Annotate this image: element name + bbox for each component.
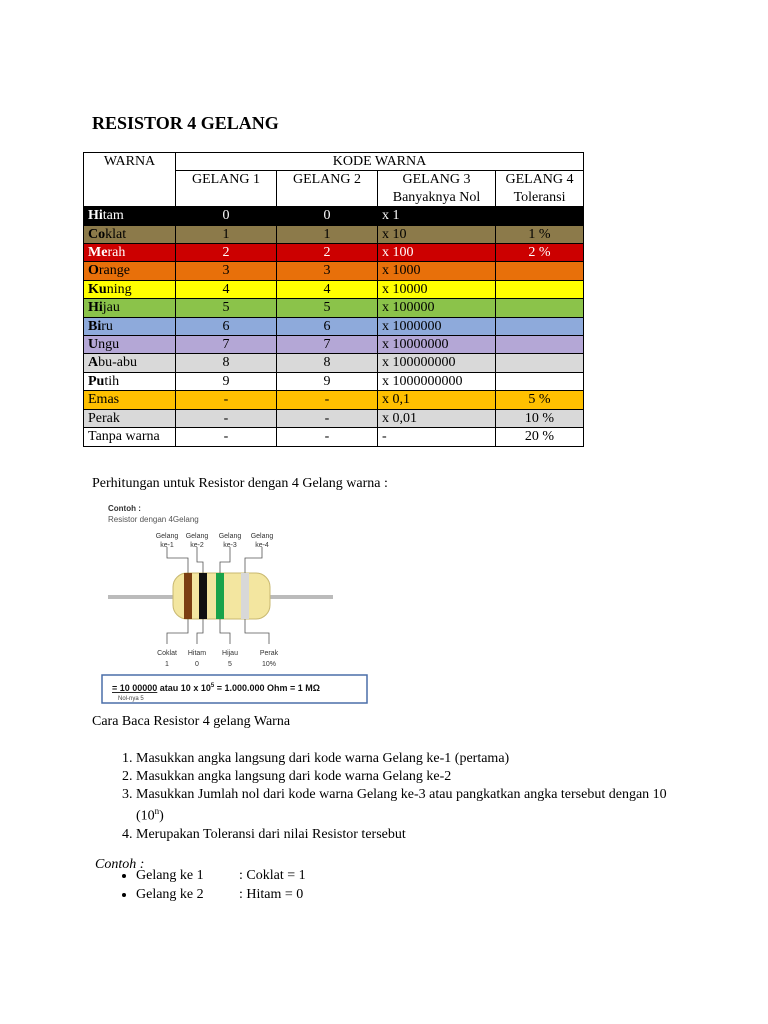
value-cell: x 0,01 bbox=[378, 409, 496, 427]
table-row bbox=[84, 336, 584, 354]
table-row bbox=[84, 372, 584, 390]
value-cell: x 100000000 bbox=[378, 354, 496, 372]
value-cell: 6 bbox=[277, 317, 378, 335]
value-cell bbox=[496, 262, 584, 280]
band-label: Gelang bbox=[218, 533, 242, 540]
value-cell: - bbox=[176, 409, 277, 427]
color-name-cell: Merah bbox=[84, 244, 176, 262]
value-cell: 1 % bbox=[496, 225, 584, 243]
value-cell: - bbox=[277, 409, 378, 427]
value-cell: 2 % bbox=[496, 244, 584, 262]
band-label: ke-4 bbox=[255, 542, 269, 549]
resistor-band bbox=[199, 573, 207, 619]
color-name-cell: Putih bbox=[84, 372, 176, 390]
list-item: • Gelang ke 1 : Coklat = 1 bbox=[136, 866, 306, 885]
list-item: 3. Masukkan Jumlah nol dari kode warna Gelang ke-3 atau pangkatkan angka tersebut dengan 10 (10$^n$) bbox=[136, 786, 696, 826]
value-cell bbox=[496, 299, 584, 317]
band-color-value: 0 bbox=[195, 661, 199, 668]
color-name-cell: Coklat bbox=[84, 225, 176, 243]
header-kode-warna: KODE WARNA bbox=[176, 153, 584, 171]
value-cell: 7 bbox=[277, 336, 378, 354]
band-label: ke-3 bbox=[223, 542, 237, 549]
value-cell: - bbox=[176, 428, 277, 446]
cara-baca-text: Cara Baca Resistor 4 gelang Warna bbox=[92, 714, 291, 729]
value-cell: 0 bbox=[277, 207, 378, 225]
color-name-cell: Kuning bbox=[84, 280, 176, 298]
value-cell: x 1000 bbox=[378, 262, 496, 280]
value-cell: 10 % bbox=[496, 409, 584, 427]
table-row bbox=[84, 244, 584, 262]
list-item: 4. Merupakan Toleransi dari nilai Resistor tersebut bbox=[136, 826, 696, 844]
value-cell: x 1 bbox=[378, 207, 496, 225]
band-label: Gelang bbox=[155, 533, 179, 540]
value-cell: x 1000000 bbox=[378, 317, 496, 335]
value-cell: x 10000 bbox=[378, 280, 496, 298]
value-cell: 1 bbox=[176, 225, 277, 243]
value-cell: 5 bbox=[176, 299, 277, 317]
value-cell bbox=[496, 280, 584, 298]
value-cell: 9 bbox=[176, 372, 277, 390]
value-cell: x 1000000000 bbox=[378, 372, 496, 390]
steps-list bbox=[113, 750, 696, 844]
header-gelang-4: GELANG 4 Toleransi bbox=[496, 171, 584, 207]
value-cell: 0 bbox=[176, 207, 277, 225]
table-row bbox=[84, 262, 584, 280]
resistor-band bbox=[216, 573, 224, 619]
value-cell: 8 bbox=[176, 354, 277, 372]
band-color-value: 5 bbox=[228, 661, 232, 668]
resistor-band bbox=[184, 573, 192, 619]
color-name-cell: Hijau bbox=[84, 299, 176, 317]
formula-text: = 10 00000 atau 10 x $10^5 = 1.000.000$ Ohm = 1 MΩ bbox=[112, 683, 320, 693]
list-item: 2. Masukkan angka langsung dari kode warna Gelang ke-2 bbox=[136, 768, 696, 786]
list-item: • Gelang ke 2 : Hitam = 0 bbox=[136, 885, 306, 904]
resistor-lead-right bbox=[268, 595, 333, 599]
value-cell: 2 bbox=[176, 244, 277, 262]
resistor-example-figure bbox=[100, 500, 370, 708]
value-cell bbox=[496, 354, 584, 372]
color-name-cell: Perak bbox=[84, 409, 176, 427]
figure-heading: Contoh : bbox=[108, 504, 141, 513]
value-cell bbox=[496, 207, 584, 225]
header-gelang-1: GELANG 1 bbox=[176, 171, 277, 207]
resistor-lead-left bbox=[108, 595, 178, 599]
color-name-cell: Tanpa warna bbox=[84, 428, 176, 446]
table-row bbox=[84, 317, 584, 335]
table-row bbox=[84, 409, 584, 427]
value-cell: x 10 bbox=[378, 225, 496, 243]
table-row bbox=[84, 299, 584, 317]
band-label: ke-1 bbox=[160, 542, 174, 549]
value-cell: - bbox=[277, 428, 378, 446]
formula-note: Nol-nya 5 bbox=[118, 696, 144, 702]
table-row bbox=[84, 428, 584, 446]
value-cell: 20 % bbox=[496, 428, 584, 446]
value-cell: 2 bbox=[277, 244, 378, 262]
table-row bbox=[84, 354, 584, 372]
band-label: ke-2 bbox=[190, 542, 204, 549]
figure-subheading: Resistor dengan 4Gelang bbox=[108, 515, 199, 524]
color-name-cell: Emas bbox=[84, 391, 176, 409]
band-color-name: Hijau bbox=[222, 650, 238, 657]
value-cell: 3 bbox=[277, 262, 378, 280]
color-name-cell: Orange bbox=[84, 262, 176, 280]
value-cell: 1 bbox=[277, 225, 378, 243]
value-cell: - bbox=[277, 391, 378, 409]
value-cell: 8 bbox=[277, 354, 378, 372]
value-cell bbox=[496, 336, 584, 354]
page-title: RESISTOR 4 GELANG bbox=[92, 113, 279, 133]
value-cell: x 100000 bbox=[378, 299, 496, 317]
perhitungan-text: Perhitungan untuk Resistor dengan 4 Gelang warna : bbox=[92, 476, 388, 491]
band-color-value: 1 bbox=[165, 661, 169, 668]
value-cell: - bbox=[176, 391, 277, 409]
value-cell: 4 bbox=[176, 280, 277, 298]
value-cell: x 100 bbox=[378, 244, 496, 262]
value-cell: 4 bbox=[277, 280, 378, 298]
value-cell: 6 bbox=[176, 317, 277, 335]
contoh-heading: Contoh : bbox=[95, 857, 145, 872]
band-label: Gelang bbox=[250, 533, 274, 540]
value-cell: x 10000000 bbox=[378, 336, 496, 354]
table-row bbox=[84, 280, 584, 298]
contoh-list bbox=[113, 866, 306, 904]
value-cell bbox=[496, 372, 584, 390]
value-cell: 5 % bbox=[496, 391, 584, 409]
band-color-name: Perak bbox=[259, 650, 279, 657]
table-row bbox=[84, 207, 584, 225]
band-color-value: 10% bbox=[261, 661, 277, 668]
table-row bbox=[84, 225, 584, 243]
value-cell: x 0,1 bbox=[378, 391, 496, 409]
band-color-name: Coklat bbox=[157, 650, 177, 657]
header-gelang-3: GELANG 3 Banyaknya Nol bbox=[378, 171, 496, 207]
list-item: 1. Masukkan angka langsung dari kode warna Gelang ke-1 (pertama) bbox=[136, 750, 696, 768]
resistor-band bbox=[241, 573, 249, 619]
band-label: Gelang bbox=[185, 533, 209, 540]
color-name-cell: Biru bbox=[84, 317, 176, 335]
band-color-name: Hitam bbox=[187, 650, 207, 657]
value-cell: - bbox=[378, 428, 496, 446]
value-cell: 9 bbox=[277, 372, 378, 390]
header-warna: WARNA bbox=[84, 153, 176, 207]
header-gelang-2: GELANG 2 bbox=[277, 171, 378, 207]
table-row bbox=[84, 391, 584, 409]
value-cell: 3 bbox=[176, 262, 277, 280]
color-name-cell: Abu-abu bbox=[84, 354, 176, 372]
color-name-cell: Hitam bbox=[84, 207, 176, 225]
value-cell bbox=[496, 317, 584, 335]
value-cell: 7 bbox=[176, 336, 277, 354]
color-name-cell: Ungu bbox=[84, 336, 176, 354]
color-code-table bbox=[83, 152, 584, 447]
value-cell: 5 bbox=[277, 299, 378, 317]
